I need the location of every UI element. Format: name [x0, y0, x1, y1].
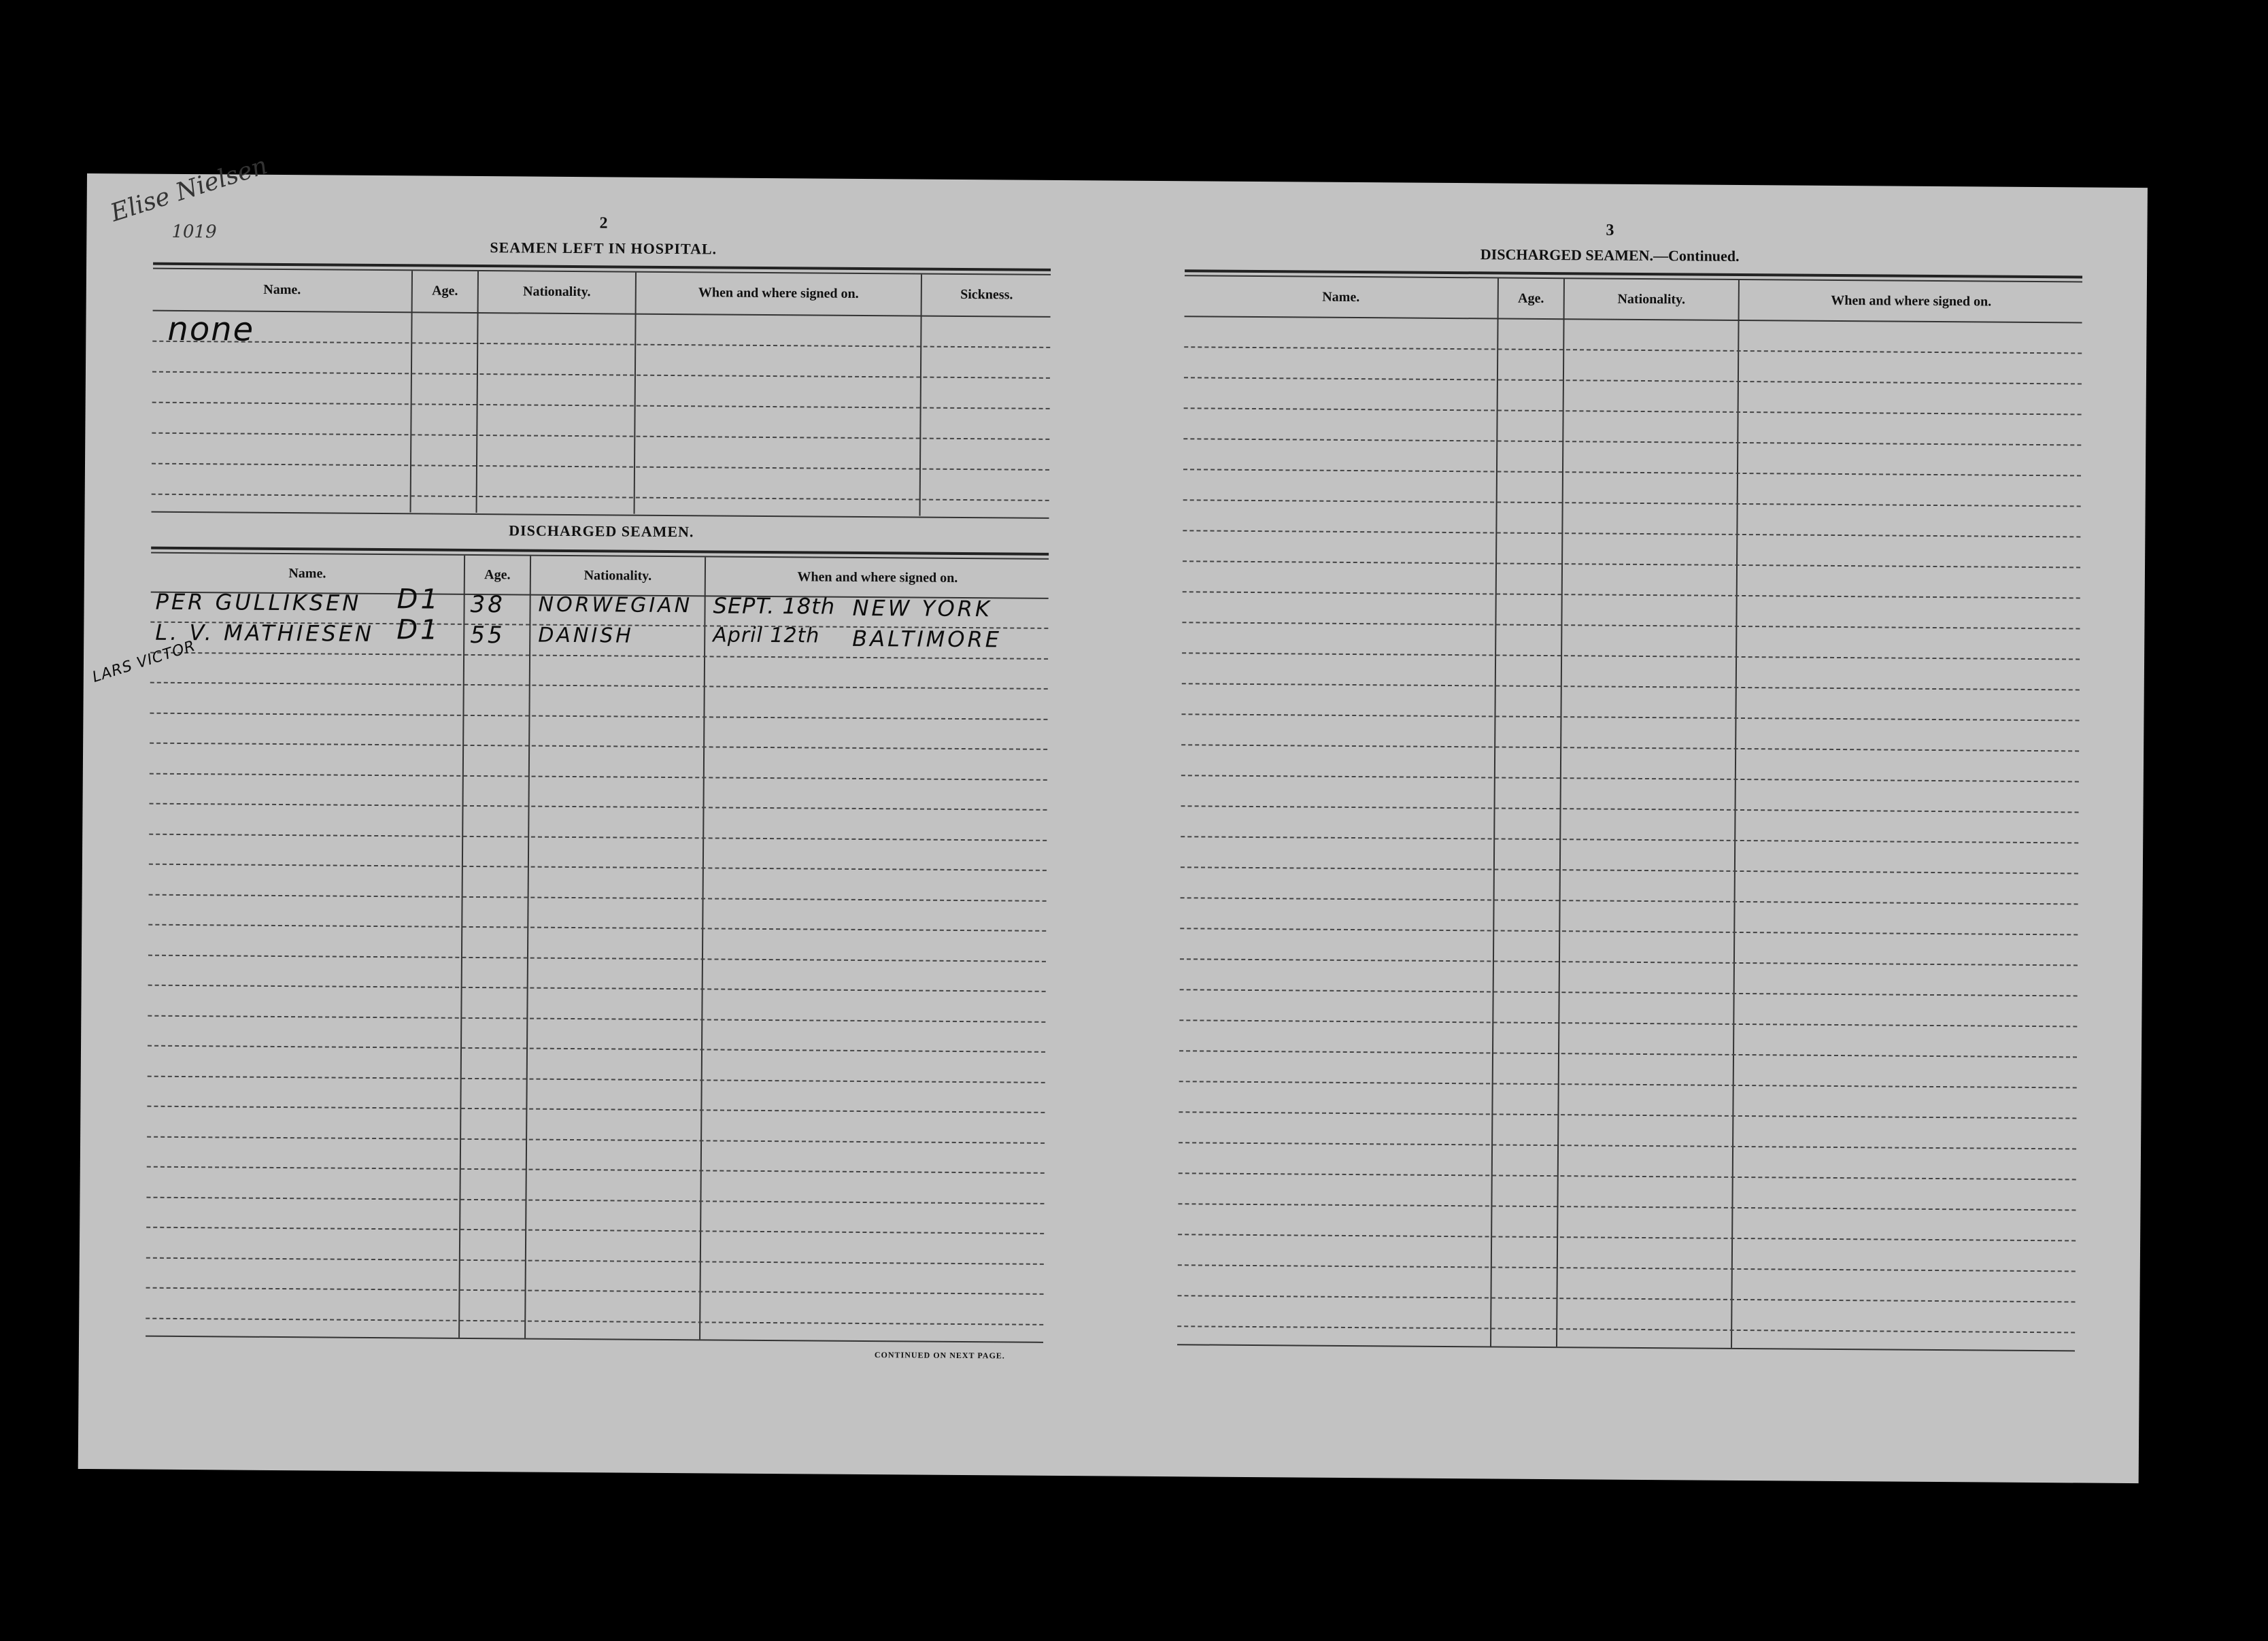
- ruled-line: [1184, 346, 2082, 354]
- discharged-vline: [699, 557, 706, 1339]
- hospital-row-line: [152, 463, 1049, 471]
- hospital-col-signed-on: When and where signed on.: [698, 285, 859, 301]
- hospital-section-title: SEAMEN LEFT IN HOSPITAL.: [490, 239, 717, 258]
- ruled-line: [146, 1287, 1044, 1295]
- ruled-line: [146, 1317, 1043, 1325]
- ruled-line: [149, 833, 1047, 841]
- discharged-vline: [524, 556, 531, 1338]
- ruled-line: [1178, 1264, 2076, 1272]
- ruled-line: [150, 773, 1047, 780]
- ruled-line: [1182, 683, 2080, 690]
- right-col-nationality: Nationality.: [1617, 291, 1686, 307]
- continued-note: CONTINUED ON NEXT PAGE.: [874, 1350, 1005, 1361]
- right-bottom-rule: [1177, 1344, 2075, 1351]
- ruled-line: [150, 682, 1048, 690]
- ruled-line: [1181, 775, 2079, 782]
- ruled-line: [1184, 407, 2082, 415]
- ruled-line: [146, 1196, 1044, 1204]
- ruled-line: [1180, 928, 2078, 935]
- discharged-row-1-age: 38: [470, 590, 505, 619]
- discharged-row-2-mark: D1: [396, 614, 441, 646]
- discharged-bottom-rule: [146, 1336, 1043, 1343]
- ruled-line: [150, 743, 1047, 750]
- ruled-line: [1182, 622, 2080, 629]
- ruled-line: [1181, 836, 2078, 843]
- ruled-line: [148, 1015, 1045, 1022]
- discharged-margin-note: LARS VICTOR: [90, 637, 198, 686]
- ruled-line: [147, 1166, 1045, 1174]
- discharged-row-1-place: NEW YORK: [852, 594, 993, 622]
- page-number-left: 2: [599, 214, 608, 233]
- ruled-line: [1179, 1081, 2077, 1088]
- discharged-row-lines: [87, 173, 1121, 181]
- ruled-line: [1183, 438, 2081, 445]
- right-page: [1112, 181, 2148, 1483]
- ruled-line: [1182, 652, 2080, 660]
- right-row-lines: [1121, 181, 2148, 188]
- hospital-col-sickness: Sickness.: [960, 286, 1013, 303]
- corner-note-number: 1019: [171, 221, 217, 243]
- hospital-entry: none: [167, 309, 255, 349]
- ruled-line: [1184, 377, 2082, 384]
- right-vline: [1490, 278, 1499, 1346]
- left-page: [78, 173, 1121, 1476]
- ruled-line: [1179, 1111, 2076, 1119]
- ruled-line: [1178, 1203, 2076, 1211]
- ruled-line: [1181, 897, 2078, 904]
- discharged-row-2-age: 55: [470, 621, 505, 649]
- hospital-vline: [410, 271, 413, 512]
- ruled-line: [148, 1045, 1045, 1053]
- hospital-vline: [476, 271, 479, 513]
- ruled-line: [148, 924, 1046, 932]
- discharged-row-2-place: BALTIMORE: [852, 625, 1002, 653]
- hospital-bottom-rule: [152, 511, 1049, 519]
- ruled-line: [148, 954, 1046, 962]
- ruled-line: [1179, 1019, 2077, 1027]
- ruled-line: [149, 864, 1047, 871]
- ruled-line: [1183, 591, 2080, 598]
- right-header-rule: [1185, 316, 2082, 323]
- right-col-age: Age.: [1518, 290, 1544, 306]
- discharged-section-title: DISCHARGED SEAMEN.: [509, 522, 694, 541]
- hospital-col-nationality: Nationality.: [522, 284, 591, 300]
- hospital-header-rule: [153, 310, 1051, 318]
- discharged-col-signed-on: When and where signed on.: [797, 569, 958, 586]
- discharged-col-nationality: Nationality.: [583, 568, 652, 583]
- right-vline: [1556, 279, 1565, 1347]
- ruled-line: [146, 1227, 1044, 1234]
- document-sheet: [78, 151, 2148, 1483]
- ruled-line: [1181, 713, 2079, 721]
- discharged-row-2-name: L. V. MATHIESEN: [155, 619, 375, 647]
- page-number-right: 3: [1606, 221, 1614, 239]
- ruled-line: [148, 985, 1046, 992]
- ruled-line: [1183, 530, 2080, 537]
- corner-note-name: Elise Nielsen: [107, 151, 271, 228]
- ruled-line: [1179, 1142, 2076, 1149]
- hospital-row-line: [152, 494, 1049, 501]
- ruled-line: [146, 1257, 1044, 1264]
- ruled-line: [1179, 1050, 2077, 1058]
- ruled-line: [148, 1075, 1045, 1083]
- ruled-line: [1179, 1172, 2076, 1180]
- ruled-line: [1181, 805, 2079, 813]
- hospital-col-name: Name.: [263, 282, 301, 298]
- discharged-col-age: Age.: [484, 567, 511, 583]
- discharged-row-1-mark: D1: [396, 583, 441, 615]
- discharged-row-1-nationality: NORWEGIAN: [538, 592, 693, 618]
- ruled-line: [1178, 1234, 2076, 1241]
- hospital-vline: [919, 275, 922, 516]
- ruled-line: [147, 1136, 1045, 1143]
- ruled-line: [1181, 744, 2079, 751]
- discharged-row-1-name: PER GULLIKSEN: [155, 588, 362, 616]
- discharged-vline: [458, 556, 465, 1338]
- ruled-line: [1178, 1295, 2076, 1302]
- ruled-line: [147, 1106, 1045, 1113]
- ruled-line: [150, 712, 1047, 720]
- ruled-line: [149, 894, 1047, 901]
- hospital-row-line: [152, 341, 1050, 348]
- hospital-row-line: [152, 402, 1050, 409]
- ruled-line: [1177, 1325, 2075, 1333]
- ruled-line: [1181, 866, 2078, 874]
- hospital-col-age: Age.: [432, 283, 458, 299]
- right-col-name: Name.: [1322, 289, 1360, 305]
- continued-section-title: DISCHARGED SEAMEN.—Continued.: [1480, 246, 1740, 265]
- ruled-line: [150, 803, 1047, 811]
- right-vline: [1731, 280, 1740, 1348]
- discharged-row-2-date: April 12th: [713, 623, 820, 648]
- hospital-vline: [634, 273, 637, 514]
- discharged-row-1-date: SEPT. 18th: [713, 592, 836, 620]
- ruled-line: [150, 652, 1048, 659]
- ruled-line: [1180, 958, 2078, 966]
- ruled-line: [1183, 469, 2081, 476]
- hospital-row-line: [152, 433, 1049, 440]
- discharged-col-name: Name.: [288, 566, 326, 581]
- ruled-line: [1183, 499, 2081, 507]
- hospital-row-line: [152, 371, 1050, 379]
- discharged-row-2-nationality: DANISH: [538, 623, 634, 648]
- ruled-line: [1183, 560, 2080, 568]
- right-col-signed-on: When and where signed on.: [1831, 292, 1992, 309]
- ruled-line: [1180, 989, 2078, 996]
